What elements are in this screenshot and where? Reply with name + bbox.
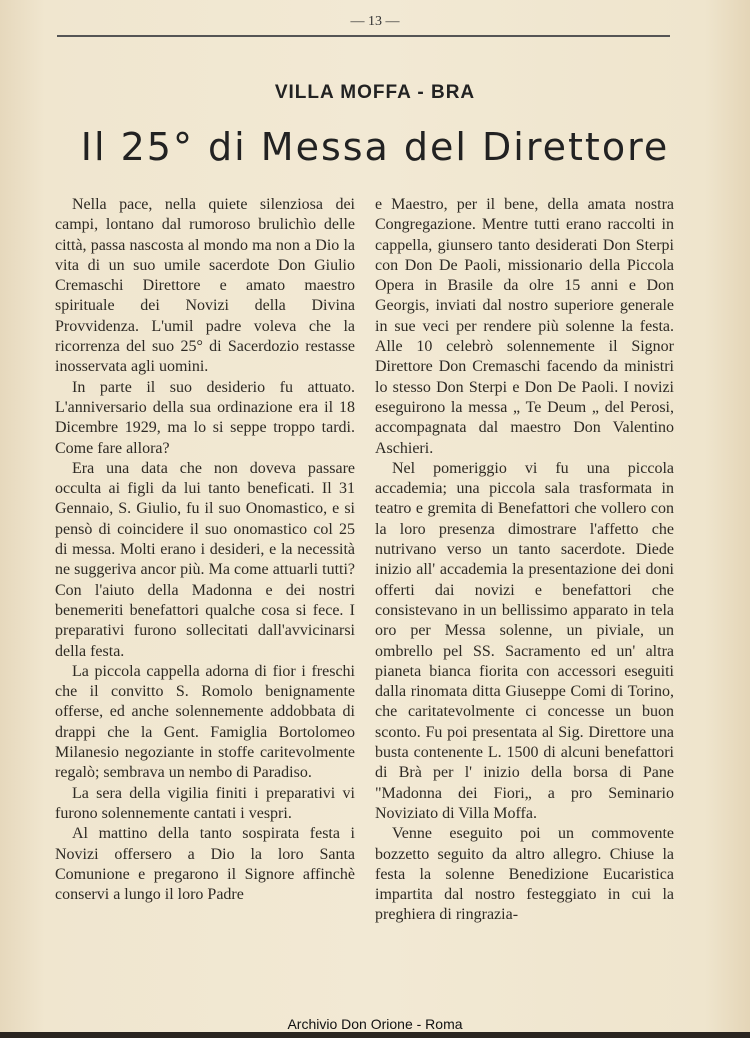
paragraph: Nel pomeriggio vi fu una piccola accademia; una piccola sala trasformata in teatro e gremita di Benefattori che vollero con la loro presenza dimostrare l'affetto che nutrivano verso un tanto sacerdote. Diede inizio all' accademia la presentazione dei doni offerti dai novizi e benefattori che consistevano in un bellissimo apparato in tela oro per Messa solenne, un piviale, un ombrello pel SS. Sacramento ed un' altra pianeta bianca fiorita con accessori eseguiti dalla rinomata ditta Giuseppe Comi di Torino, che caritatevolmente ci concesse un buon sconto. Fu poi presentata al Sig. Direttore una busta contenente L. 1500 di alcuni benefattori di Brà per l' inizio della borsa di Pane "Madonna dei Fiori„ a pro Seminario Noviziato di Villa Moffa. [375, 459, 674, 822]
archive-watermark: Archivio Don Orione - Roma [287, 1016, 463, 1032]
paragraph: La sera della vigilia finiti i preparativi vi furono solennemente cantati i vespri. [55, 784, 355, 822]
paragraph: Al mattino della tanto sospirata festa i Novizi offersero a Dio la loro Santa Comunione e pregarono il Signore affinchè conservi a lungo il loro Padre [55, 825, 355, 904]
paragraph: La piccola cappella adorna di fior i freschi che il convitto S. Romolo benignamente offerse, ed anche solennemente addobbata di drappi che la Gent. Famiglia Bortolomeo Milanesio negoziante in stoffe caritevolmente regalò; sembrava un nembo di Paradiso. [55, 662, 355, 782]
left-column [55, 195, 355, 905]
paragraph: In parte il suo desiderio fu attuato. L'anniversario della sua ordinazione era il 18 Dicembre 1929, ma lo si seppe troppo tardi. Come fare allora? [55, 378, 355, 457]
header-rule [57, 35, 670, 37]
right-column [375, 195, 674, 926]
article-location: VILLA MOFFA - BRA [274, 82, 476, 103]
paragraph: e Maestro, per il bene, della amata nostra Congregazione. Mentre tutti erano raccolti in cappella, giunsero tanto desiderati Don Sterpi con Don De Paoli, missionario della Piccola Opera in Brasile da olre 15 anni e Don Georgis, inviati dal nostro superiore generale in sue veci per rendere più solenne la festa. Alle 10 celebrò solennemente il Signor Direttore Don Cremaschi facendo da ministri lo stesso Don Sterpi e Don De Paoli. I novizi eseguirono la messa „ Te Deum „ del Perosi, accompagnata dal maestro Don Valentino Aschieri. [375, 196, 674, 457]
paragraph: Venne eseguito poi un commovente bozzetto seguito da altro allegro. Chiuse la festa la solenne Benedizione Eucaristica impartita dal nostro festeggiato in cui la preghiera di ringrazia- [375, 825, 674, 924]
footer-bar [0, 1032, 750, 1038]
page-number: — 13 — [350, 14, 400, 29]
article-title: Il 25° di Messa del Direttore [80, 125, 670, 169]
paragraph: Nella pace, nella quiete silenziosa dei campi, lontano dal rumoroso brulichìo delle città, passa nascosta al mondo ma non a Dio la vita di un suo umile sacerdote Don Giulio Cremaschi Direttore e amato maestro spirituale dei Novizi della Divina Provvidenza. L'umil padre voleva che la ricorrenza del suo 25° di Sacerdozio restasse inosservata agli uomini. [55, 196, 355, 376]
paragraph: Era una data che non doveva passare occulta ai figli da lui tanto beneficati. Il 31 Gennaio, S. Giulio, fu il suo Onomastico, e si pensò di coincidere il suo onomastico col 25 di messa. Molti erano i desideri, e la necessità ne suggeriva ancor più. Ma come attuarli tutti? Con l'aiuto della Madonna e dei nostri benemeriti benefattori qualche cosa si fece. I preparativi furono sollecitati dall'avvicinarsi della festa. [55, 459, 355, 660]
